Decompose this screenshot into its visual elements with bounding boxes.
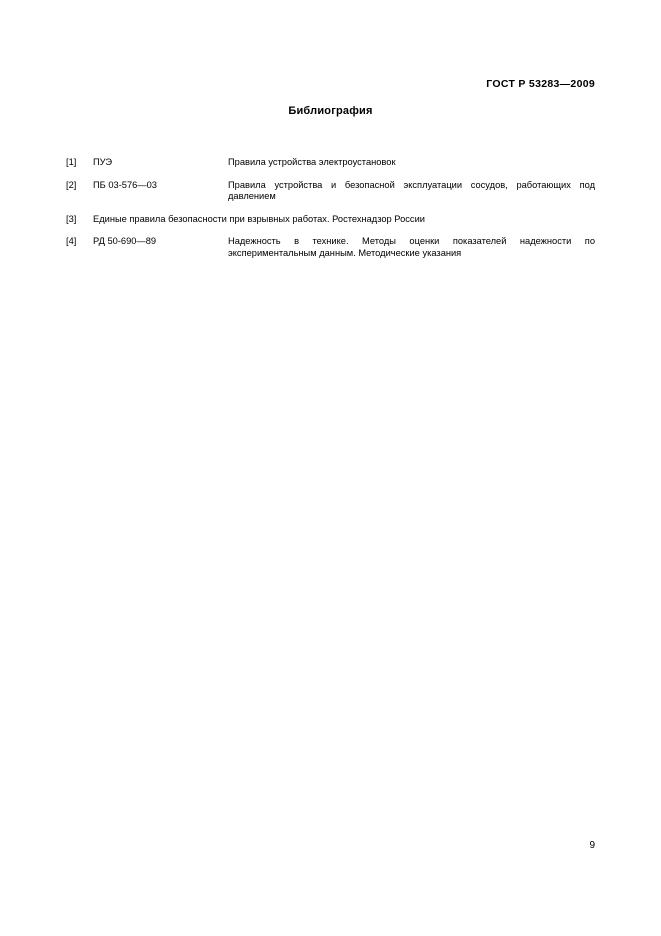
bibliography-entry bbox=[66, 236, 595, 259]
entry-description: Единые правила безопасности при взрывных работах. Ростехнадзор России bbox=[93, 213, 425, 224]
entry-number: [4] bbox=[66, 236, 77, 247]
bibliography-entry bbox=[66, 214, 595, 226]
page-number: 9 bbox=[589, 840, 595, 851]
bibliography-entry bbox=[66, 157, 595, 169]
entry-number: [3] bbox=[66, 213, 77, 224]
entry-number: [2] bbox=[66, 179, 77, 190]
entry-description: Правила устройства электроустановок bbox=[228, 157, 396, 167]
entry-description: Правила устройства и безопасной эксплуатации сосудов, работающих под давлением bbox=[228, 179, 595, 202]
section-title-bibliography: Библиография bbox=[288, 105, 373, 117]
bibliography-list bbox=[66, 157, 595, 260]
entry-label: ПУЭ bbox=[93, 157, 113, 167]
bibliography-entry bbox=[66, 180, 595, 203]
entry-label: РД 50-690—89 bbox=[93, 236, 157, 247]
entry-label: ПБ 03-576—03 bbox=[93, 179, 157, 190]
entry-number: [1] bbox=[66, 157, 77, 167]
running-head-standard-number: ГОСТ Р 53283—2009 bbox=[486, 78, 595, 90]
entry-description: Надежность в технике. Методы оценки показателей надежности по экспериментальным данным. Методические указания bbox=[228, 236, 595, 258]
